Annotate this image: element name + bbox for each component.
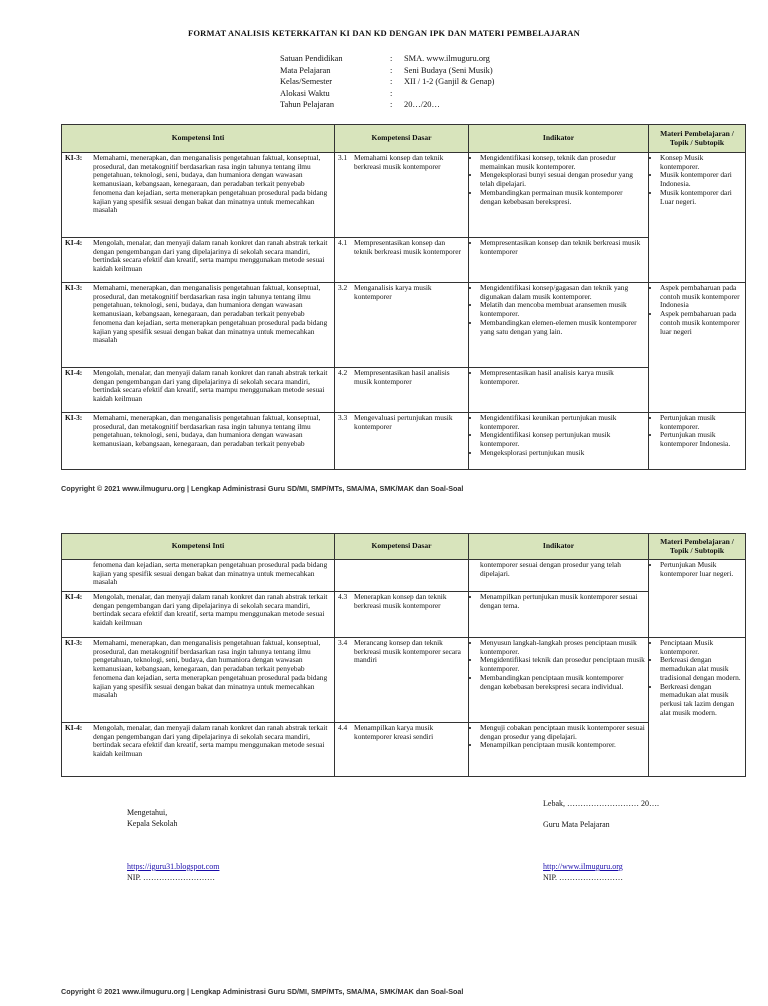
indikator-item: • Membandingkan permainan musik kontemporer dengan kebebasan berekspresi. [480, 189, 645, 206]
ki-code: KI-3: [65, 283, 83, 292]
ki-text: Memahami, menerapkan, dan menganalisis pengetahuan faktual, konseptual, prosedural, dan metakognitif berdasarkan rasa ingin tahunya tentang ilmu pengetahuan, teknologi, seni, budaya, dan humaniora dengan wawasan kemanusiaan, kebangsaan, kenegaraan, dan peradaban terkait penyebab [93, 413, 321, 449]
signature-right-bottom [543, 862, 623, 883]
kd-code: 4.3 [338, 592, 348, 601]
kd-text: Menerapkan konsep dan teknik berkreasi musik kontemporer [354, 592, 447, 610]
meta-value: SMA. www.ilmuguru.org [404, 54, 490, 64]
signature-date: Lebak, ……………………… 20…. [543, 799, 659, 808]
materi-item: • Berkreasi dengan memadukan alat musik tradisional dengan modern. [660, 656, 742, 682]
meta-block: Satuan Pendidikan : SMA. www.ilmuguru.org Mata Pelajaran : Seni Budaya (Seni Musik) Kelas/Semester : XII / 1-2 (Ganjil & Genap) Alokasi Waktu : Tahun Pelajaran : 20…/20… [280, 54, 495, 110]
header-ki: Kompetensi Inti [62, 125, 335, 153]
analysis-table-page2 [61, 533, 746, 777]
indikator-item: • Mengidentifikasi konsep, teknik dan prosedur memainkan musik kontemporer. [480, 154, 645, 171]
ki-text: Mengolah, menalar, dan menyaji dalam ranah konkret dan ranah abstrak terkait dengan pengembangan dari yang dipelajarinya di sekolah secara mandiri, bertindak secara efektif dan kreatif, serta mampu menggunakan metode sesuai kaidah keilmuan [93, 592, 328, 628]
kd-code: 3.4 [338, 638, 348, 647]
ki-code: KI-4: [65, 238, 83, 247]
kd-text: Merancang konsep dan teknik berkreasi musik kontemporer secara mandiri [354, 638, 461, 665]
indikator-item: • Membandingkan elemen-elemen musik kontemporer yang satu dengan yang lain. [480, 319, 645, 336]
signature-left-bottom [127, 862, 219, 883]
kd-code: 3.2 [338, 283, 348, 292]
indikator-item: • Mengeksplorasi bunyi sesuai dengan prosedur yang telah dipelajari. [480, 171, 645, 188]
indikator-item: • Membandingkan penciptaan musik kontemporer dengan kebebasan berekspresi secara individual. [480, 674, 645, 691]
header-ki: Kompetensi Inti [62, 534, 335, 560]
materi-item: • Pertunjukan Musik kontemporer luar negeri. [660, 561, 742, 578]
signature-left [127, 808, 177, 829]
meta-value: XII / 1-2 (Ganjil & Genap) [404, 77, 495, 87]
indikator-item: • Mempresentasikan hasil analisis karya musik kontemporer. [480, 369, 645, 386]
kd-text: Mempresentasikan konsep dan teknik berkreasi musik kontemporer [354, 238, 461, 256]
ki-text: Memahami, menerapkan, dan menganalisis pengetahuan faktual, konseptual, prosedural, dan metakognitif berdasarkan rasa ingin tahunya tentang ilmu pengetahuan, teknologi, seni, budaya, dan humaniora dengan wawasan kemanusiaan, kebangsaan, kenegaraan, dan peradaban terkait penyebab fenomena dan kejadian, serta menerapkan pengetahuan prosedural pada bidang kajian yang spesifik sesuai dengan bakat dan minatnya untuk memecahkan masalah [93, 638, 328, 700]
header-materi: Materi Pembelajaran / Topik / Subtopik [649, 125, 746, 153]
kd-code: 4.1 [338, 238, 348, 247]
ki-text: Mengolah, menalar, dan menyaji dalam ranah konkret dan ranah abstrak terkait dengan pengembangan dari yang dipelajarinya di sekolah secara mandiri, bertindak secara efektif dan kreatif, serta mampu menggunakan metode sesuai kaidah keilmuan [93, 723, 328, 759]
principal-link[interactable]: https://iguru31.blogspot.com [127, 862, 220, 871]
signature-right [543, 799, 659, 830]
signature-teacher-role: Guru Mata Pelajaran [543, 819, 610, 829]
teacher-nip: NIP. …………………… [543, 872, 624, 882]
ki-code: KI-4: [65, 368, 83, 377]
header-materi: Materi Pembelajaran / Topik / Subtopik [649, 534, 746, 560]
materi-item: • Musik kontemporer dari Indonesia. [660, 171, 742, 188]
indikator-item: kontemporer sesuai dengan prosedur yang telah dipelajari. [480, 560, 621, 578]
meta-value: 20…/20… [404, 100, 440, 110]
indikator-item: • Menampilkan penciptaan musik kontemporer. [480, 741, 645, 750]
ki-code: KI-3: [65, 153, 83, 162]
page-footer: Copyright © 2021 www.ilmuguru.org | Lengkap Administrasi Guru SD/MI, SMP/MTs, SMA/MA, SMK/MAK dan Soal-Soal [61, 987, 464, 996]
materi-item: • Berkreasi dengan memadukan alat musik perkusi tak lazim dengan alat musik modern. [660, 683, 742, 718]
materi-item: • Konsep Musik kontemporer. [660, 154, 742, 171]
indikator-item: • Menyusun langkah-langkah proses penciptaan musik kontemporer. [480, 639, 645, 656]
ki-code: KI-4: [65, 723, 83, 732]
ki-code: KI-3: [65, 413, 83, 422]
header-kd: Kompetensi Dasar [335, 534, 469, 560]
materi-item: • Pertunjukan musik kontemporer. [660, 414, 742, 431]
meta-label: Kelas/Semester [280, 77, 333, 87]
signature-acknowledged: Mengetahui, [127, 808, 168, 817]
kd-code: 3.3 [338, 413, 348, 422]
indikator-item: • Mengidentifikasi konsep/gagasan dan teknik yang digunakan dalam musik kontemporer. [480, 284, 645, 301]
ki-text: Memahami, menerapkan, dan menganalisis pengetahuan faktual, konseptual, prosedural, dan metakognitif berdasarkan rasa ingin tahunya tentang ilmu pengetahuan, teknologi, seni, budaya, dan humaniora dengan wawasan kemanusiaan, kebangsaan, kenegaraan, dan peradaban terkait penyebab fenomena dan kejadian, serta menerapkan pengetahuan prosedural pada bidang kajian yang spesifik sesuai dengan bakat dan minatnya untuk memecahkan masalah [93, 153, 328, 215]
kd-code: 3.1 [338, 153, 348, 162]
indikator-item: • Mengidentifikasi teknik dan prosedur penciptaan musik kontemporer. [480, 656, 645, 673]
materi-item: • Aspek pembaharuan pada contoh musik kontemporer luar negeri [660, 310, 742, 336]
ki-text: Mengolah, menalar, dan menyaji dalam ranah konkret dan ranah abstrak terkait dengan pengembangan dari yang dipelajarinya di sekolah secara mandiri, bertindak secara efektif dan kreatif, serta mampu menggunakan metode sesuai kaidah keilmuan [93, 368, 328, 404]
teacher-link[interactable]: http://www.ilmuguru.org [543, 862, 623, 871]
ki-code: KI-4: [65, 592, 83, 601]
ki-code: KI-3: [65, 638, 83, 647]
kd-text: Memahami konsep dan teknik berkreasi musik kontemporer [354, 153, 444, 171]
meta-label: Satuan Pendidikan [280, 54, 343, 64]
kd-text: Menampilkan karya musik kontemporer kreasi sendiri [354, 723, 434, 741]
ki-text: Mengolah, menalar, dan menyaji dalam ranah konkret dan ranah abstrak terkait dengan pengembangan dari yang dipelajarinya di sekolah secara mandiri, bertindak secara efektif dan kreatif, serta mampu menggunakan metode sesuai kaidah keilmuan [93, 238, 328, 274]
kd-code: 4.2 [338, 368, 348, 377]
materi-item: • Penciptaan Musik kontemporer. [660, 639, 742, 656]
indikator-item: • Melatih dan mencoba membuat aransemen musik kontemporer. [480, 301, 645, 318]
kd-text: Menganalisis karya musik kontemporer [354, 283, 432, 301]
meta-label: Alokasi Waktu [280, 88, 330, 98]
ki-text: Memahami, menerapkan, dan menganalisis pengetahuan faktual, konseptual, prosedural, dan metakognitif berdasarkan rasa ingin tahunya tentang ilmu pengetahuan, teknologi, seni, budaya, dan humaniora dengan wawasan kemanusiaan, kebangsaan, kenegaraan, dan peradaban terkait penyebab fenomena dan kejadian, serta menerapkan pengetahuan prosedural pada bidang kajian yang spesifik sesuai dengan bakat dan minatnya untuk memecahkan masalah [93, 283, 328, 345]
indikator-item: • Mengeksplorasi pertunjukan musik [480, 449, 645, 458]
header-indikator: Indikator [469, 125, 649, 153]
header-kd: Kompetensi Dasar [335, 125, 469, 153]
signature-principal-role: Kepala Sekolah [127, 818, 178, 828]
indikator-item: • Menguji cobakan penciptaan musik kontemporer sesuai dengan prosedur yang dipelajari. [480, 724, 645, 741]
indikator-item: • Mengidentifikasi konsep pertunjukan musik kontemporer. [480, 431, 645, 448]
principal-nip: NIP. ……………………… [127, 872, 216, 882]
indikator-item: • Menampilkan pertunjukan musik kontemporer sesuai dengan tema. [480, 593, 645, 610]
kd-code: 4.4 [338, 723, 348, 732]
materi-item: • Aspek pembaharuan pada contoh musik kontemporer Indonesia [660, 284, 742, 310]
page-footer: Copyright © 2021 www.ilmuguru.org | Lengkap Administrasi Guru SD/MI, SMP/MTs, SMA/MA, SMK/MAK dan Soal-Soal [61, 484, 464, 493]
meta-label: Mata Pelajaran [280, 65, 331, 75]
header-indikator: Indikator [469, 534, 649, 560]
kd-text: Mempresentasikan hasil analisis musik kontemporer [354, 368, 450, 386]
indikator-item: • Mempresentasikan konsep dan teknik berkreasi musik kontemporer [480, 239, 645, 256]
analysis-table-page1 [61, 124, 746, 470]
kd-text: Mengevaluasi pertunjukan musik kontemporer [354, 413, 453, 431]
meta-value: Seni Budaya (Seni Musik) [404, 65, 493, 75]
ki-text: fenomena dan kejadian, serta menerapkan pengetahuan prosedural pada bidang kajian yang spesifik sesuai dengan bakat dan minatnya untuk memecahkan masalah [93, 560, 328, 587]
materi-item: • Musik kontemporer dari Luar negeri. [660, 189, 742, 206]
materi-item: • Pertunjukan musik kontemporer Indonesia. [660, 431, 742, 448]
meta-label: Tahun Pelajaran [280, 100, 335, 110]
document-title: FORMAT ANALISIS KETERKAITAN KI DAN KD DENGAN IPK DAN MATERI PEMBELAJARAN [187, 28, 581, 38]
indikator-item: • Mengidentifikasi keunikan pertunjukan musik kontemporer. [480, 414, 645, 431]
